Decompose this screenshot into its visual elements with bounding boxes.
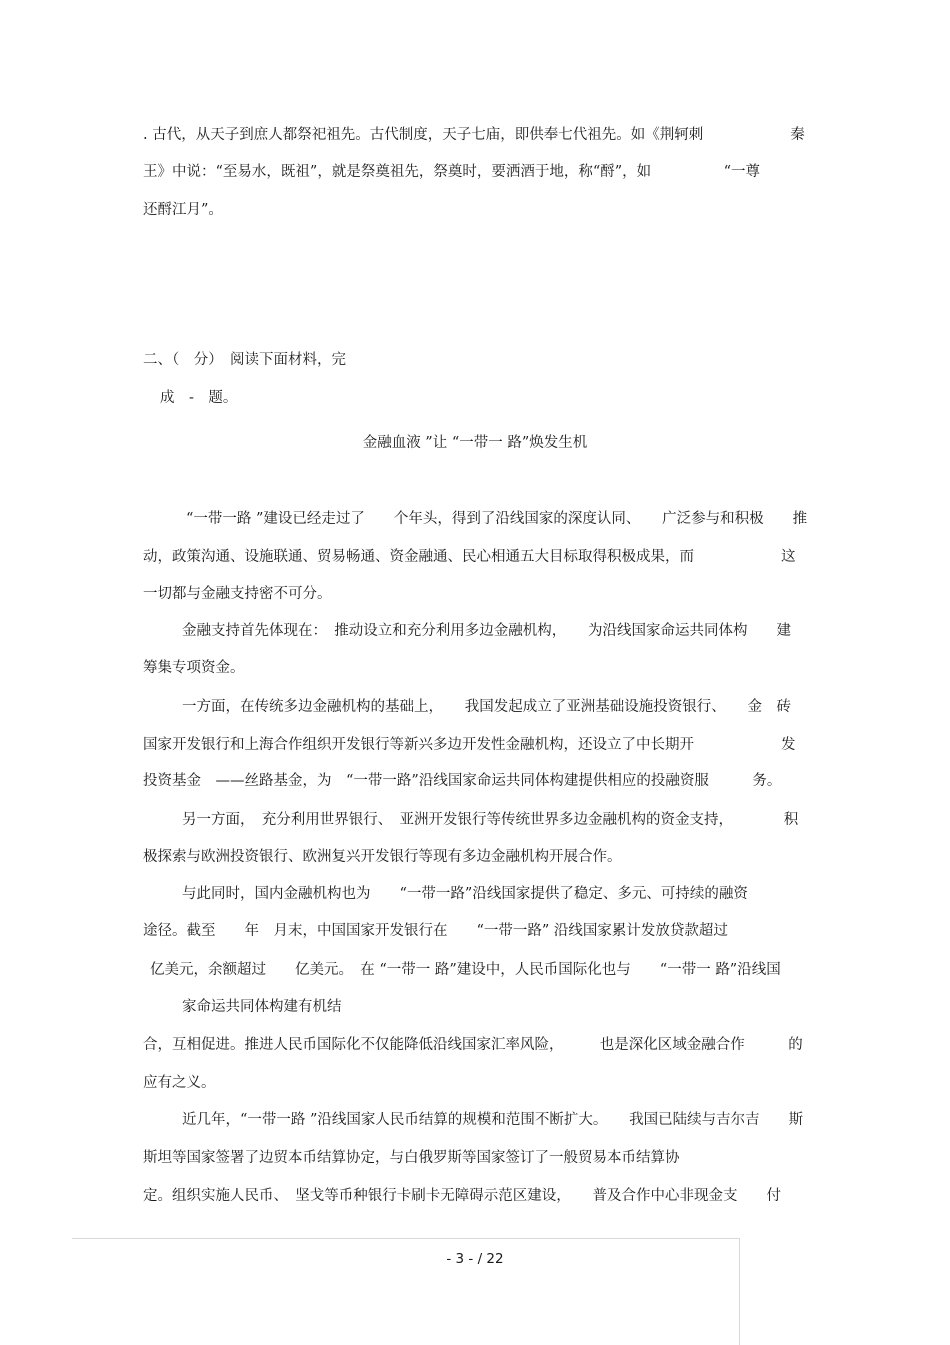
body-line: 筹集专项资金。 [143,660,245,676]
body-line: 途径。截至 年 月末，中国国家开发银行在 “一带一路” 沿线国家累计发放贷款超过 [143,923,728,939]
intro-line-2: 王》中说：“至易水，既祖”，就是祭奠祖先，祭奠时，要洒酒于地，称“酹”，如 “一尊 [143,164,761,180]
body-line: 亿美元，余额超过 亿美元。 在 “一带一 路”建设中，人民币国际化也与 “一带一 路”沿线国 [150,962,781,978]
body-line: 近几年，“一带一路 ”沿线国家人民币结算的规模和范围不断扩大。 我国已陆续与吉尔吉 斯 [182,1112,804,1128]
body-line: “一带一路 ”建设已经走过了 个年头，得到了沿线国家的深度认同、 广泛参与和积极 推 [186,511,808,527]
body-line: 投资基金 ——丝路基金，为 “一带一路”沿线国家命运共同体构建提供相应的投融资服 务。 [143,773,782,789]
body-line: 另一方面， 充分利用世界银行、 亚洲开发银行等传统世界多边金融机构的资金支持， 积 [182,812,799,828]
question-heading-cont: 成 - 题。 [160,390,238,406]
body-line: 家命运共同体构建有机结 [182,999,342,1015]
body-line: 一方面，在传统多边金融机构的基础上， 我国发起成立了亚洲基础设施投资银行、 金 砖 [182,699,791,715]
intro-line-3: 还酹江月”。 [143,202,223,218]
body-line: 一切都与金融支持密不可分。 [143,586,332,602]
body-line: 定。组织实施人民币、 坚戈等币种银行卡刷卡无障碍示范区建设， 普及合作中心非现金支 付 [143,1188,781,1204]
body-line: 应有之义。 [143,1075,216,1091]
body-line: 金融支持首先体现在： 推动设立和充分利用多边金融机构， 为沿线国家命运共同体构 建 [182,623,791,639]
intro-line-1: . 古代，从天子到庶人都祭祀祖先。古代制度，天子七庙，即供奉七代祖先。如《荆轲刺 秦 [143,127,805,143]
body-line: 合，互相促进。推进人民币国际化不仅能降低沿线国家汇率风险， 也是深化区域金融合作 的 [143,1037,803,1053]
body-line: 极探索与欧洲投资银行、欧洲复兴开发银行等现有多边金融机构开展合作。 [143,849,622,865]
body-line: 国家开发银行和上海合作组织开发银行等新兴多边开发性金融机构，还设立了中长期开 发 [143,737,796,753]
body-line: 动，政策沟通、设施联通、贸易畅通、资金融通、民心相通五大目标取得积极成果，而 这 [143,549,796,565]
article-title: 金融血液 ”让 “一带一 路”焕发生机 [362,435,588,451]
question-heading: 二、（ 分） 阅读下面材料，完 [143,352,346,368]
body-line: 斯坦等国家签署了边贸本币结算协定，与白俄罗斯等国家签订了一般贸易本币结算协 [143,1150,680,1166]
body-line: 与此同时，国内金融机构也为 “一带一路”沿线国家提供了稳定、多元、可持续的融资 [182,886,748,902]
footer-divider [72,1238,740,1239]
page-number: - 3 - / 22 [446,1251,504,1267]
